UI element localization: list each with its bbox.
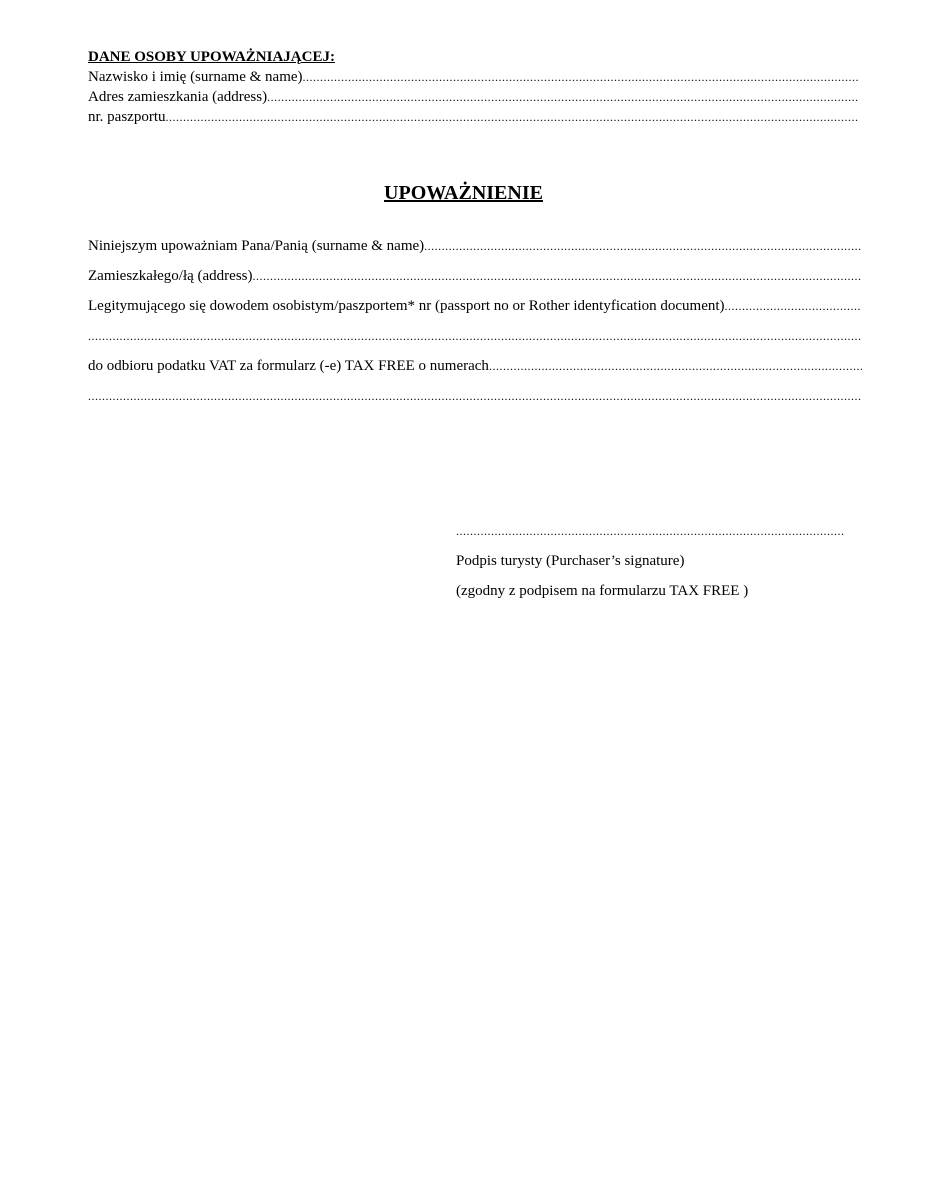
- address-label: Adres zamieszkania (address): [88, 89, 268, 105]
- authorizer-section-title: DANE OSOBY UPOWAŻNIAJĄCEJ:: [88, 49, 335, 65]
- authorized-person-name-field[interactable]: [88, 231, 862, 261]
- tax-free-numbers-field[interactable]: [88, 351, 862, 381]
- dotted-fill-line: [303, 67, 858, 87]
- signature-line[interactable]: [456, 516, 844, 546]
- id-document-field[interactable]: [88, 291, 862, 321]
- authorized-person-address-field[interactable]: [88, 261, 862, 291]
- dotted-fill-line: [489, 351, 862, 381]
- tax-free-numbers-label: do odbioru podatku VAT za formularz (-e) TAX FREE o numerach: [88, 358, 489, 374]
- passport-number-label: nr. paszportu: [88, 109, 166, 125]
- dotted-fill-line: [165, 107, 858, 127]
- document-title: UPOWAŻNIENIE: [384, 182, 543, 204]
- dotted-fill-line: [424, 231, 862, 261]
- authorization-body: [88, 231, 862, 411]
- dotted-fill-line: [725, 291, 862, 321]
- tax-free-numbers-continuation-line[interactable]: [88, 381, 862, 411]
- signature-block: [456, 516, 846, 606]
- address-field[interactable]: [88, 87, 858, 107]
- surname-name-field[interactable]: [88, 67, 858, 87]
- authorizer-section: [88, 47, 858, 127]
- signature-note: (zgodny z podpisem na formularzu TAX FREE ): [456, 583, 749, 599]
- dotted-fill-line: [267, 87, 858, 107]
- surname-name-label: Nazwisko i imię (surname & name): [88, 69, 303, 85]
- id-document-label: Legitymującego się dowodem osobistym/paszportem* nr (passport no or Rother identyfication document): [88, 298, 725, 314]
- authorized-person-address-label: Zamieszkałego/łą (address): [88, 268, 253, 284]
- signature-caption: Podpis turysty (Purchaser’s signature): [456, 553, 685, 569]
- dotted-fill-line: [253, 261, 862, 291]
- id-document-continuation-line[interactable]: [88, 321, 862, 351]
- authorized-person-name-label: Niniejszym upoważniam Pana/Panią (surname & name): [88, 238, 425, 254]
- passport-number-field[interactable]: [88, 107, 858, 127]
